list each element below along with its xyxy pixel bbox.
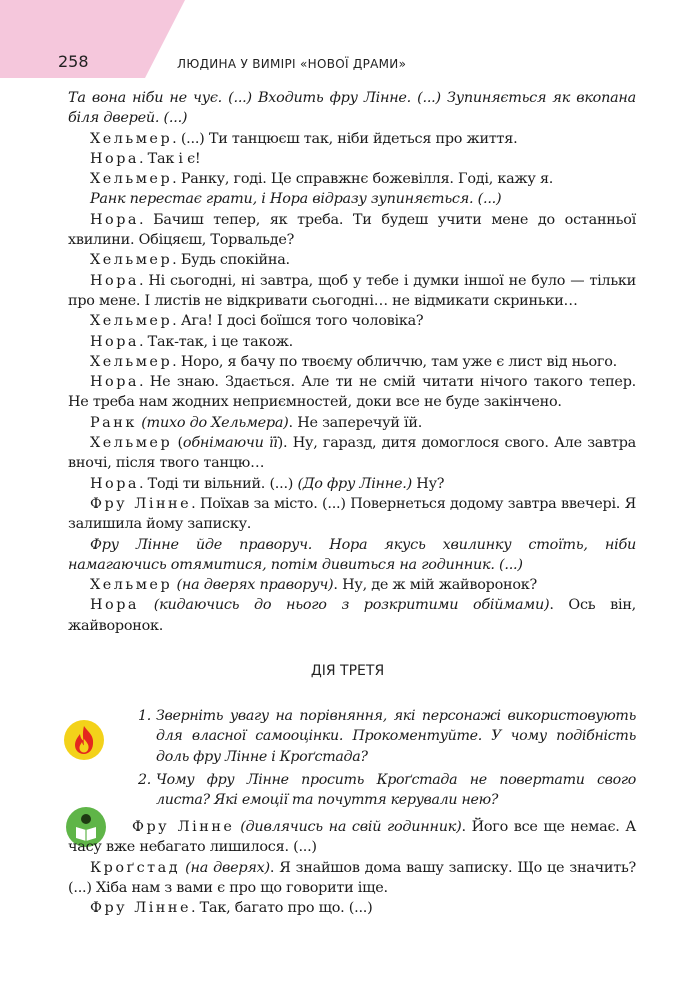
speaker-name: Фру Лінне — [90, 495, 192, 512]
paragraph — [68, 88, 636, 129]
page-number: 258 — [58, 52, 89, 71]
paragraph — [68, 210, 636, 251]
stage-direction: (на дверях праворуч) — [176, 577, 334, 594]
paragraph — [68, 817, 636, 858]
paragraph — [68, 271, 636, 312]
question-text: Зверніть увагу на порівняння, які персонажі використовують для власної самооцінки. Прокоментуйте. У чому подібність доль фру Лінне і Кроґстада? — [156, 708, 636, 765]
line-text: . Ні сьогодні, ні завтра, щоб у тебе і думки іншої не було — тільки про мене. І листів не відкривати сьогодні… не відмикати скриньки… — [68, 272, 636, 309]
paragraph — [68, 169, 636, 189]
act-title: ДІЯ ТРЕТЯ — [310, 663, 385, 679]
question-number: 2. — [138, 771, 151, 788]
paragraph — [68, 433, 636, 474]
speaker-name: Кроґстад — [90, 859, 181, 876]
speaker-name: Нора — [90, 333, 140, 350]
line-text: . Ось він, жайворонок. — [68, 597, 637, 634]
line-text: . Бачиш тепер, як треба. Ти будеш учити мене до останньої хвилини. Обіцяєш, Торвальде? — [68, 211, 636, 249]
speaker-name: Хельмер — [90, 313, 173, 330]
line-text: . Ранку, годі. Це справжнє божевілля. Годі, кажу я. — [172, 171, 554, 188]
speaker-name: Хельмер — [90, 353, 173, 370]
line-text: . Ага! І досі боїшся того чоловіка? — [172, 313, 424, 330]
stage-direction: (на дверях) — [185, 859, 270, 876]
line-text: . Норо, я бачу по твоєму обличчю, там уже є лист від нього. — [172, 353, 617, 370]
speaker-name: Хельмер — [90, 130, 173, 147]
line-text: . Його все ще немає. А часу вже небагато лишилося. (...) — [68, 819, 636, 856]
stage-direction: (дивлячись на свій годинник) — [240, 819, 462, 835]
stage-direction: Ранк перестає грати, і Нора відразу зупиняється. (...) — [90, 191, 502, 208]
stage-direction: (тихо до Хельмера) — [141, 414, 289, 431]
paragraph — [68, 352, 636, 372]
paragraph — [68, 575, 636, 595]
line-text: . Так-так, і це також. — [139, 333, 293, 350]
line-text — [139, 597, 154, 613]
speaker-name: Фру Лінне — [90, 900, 192, 917]
dialogue-text — [68, 88, 636, 636]
stage-direction: обнімаючи її — [182, 435, 278, 452]
stage-direction: (кидаючись до нього з розкритими обіймами) — [153, 597, 550, 614]
paragraph — [68, 595, 636, 636]
line-text: . Будь спокійна. — [172, 252, 290, 269]
line-text: . Так, багато про що. (...) — [191, 900, 373, 917]
paragraph — [68, 474, 636, 494]
dialogue-text-continued — [68, 817, 636, 918]
paragraph — [68, 149, 636, 169]
line-text: . Поїхав за місто. (...) Повернеться додому завтра ввечері. Я залишила йому записку. — [68, 495, 636, 533]
line-text: . Так і є! — [139, 150, 201, 167]
fire-icon — [64, 720, 104, 760]
stage-direction: (До фру Лінне.) — [297, 475, 412, 492]
paragraph — [68, 494, 636, 535]
speaker-name: Хельмер — [90, 171, 173, 188]
paragraph — [68, 898, 636, 918]
paragraph — [68, 372, 636, 413]
question-text: Чому фру Лінне просить Кроґстада не повертати свого листа? Які емоції та почуття керували нею? — [156, 771, 636, 809]
paragraph — [68, 250, 636, 270]
speaker-name: Ранк — [90, 414, 137, 431]
running-title: ЛЮДИНА У ВИМІРІ «НОВОЇ ДРАМИ» — [177, 57, 407, 71]
speaker-name: Нора — [90, 272, 140, 289]
line-text: . Тоді ти вільний. (...) — [139, 475, 298, 492]
line-text: . (...) Ти танцюєш так, ніби йдеться про життя. — [172, 130, 518, 147]
line-text: ( — [172, 435, 183, 452]
line-text: ). Ну, гаразд, дитя домоглося свого. Але завтра вночі, після твого танцю… — [68, 435, 636, 472]
stage-direction: Фру Лінне йде праворуч. Нора якусь хвилинку стоїть, ніби намагаючись отямитися, потім дивиться на годинник. (...) — [68, 536, 636, 573]
questions-list — [128, 706, 636, 813]
paragraph — [68, 189, 636, 209]
speaker-name: Хельмер — [90, 435, 173, 452]
speaker-name: Фру Лінне — [132, 819, 235, 835]
question-item — [128, 706, 636, 767]
paragraph — [68, 311, 636, 331]
paragraph — [68, 535, 636, 576]
header-tab — [0, 0, 185, 78]
question-item — [128, 770, 636, 811]
speaker-name: Нора — [90, 374, 140, 391]
line-text: . Я знайшов дома вашу записку. Що це значить? (...) Хіба нам з вами є про що говорити іще. — [68, 859, 637, 896]
line-text: Ну? — [411, 475, 445, 492]
speaker-name: Нора — [90, 211, 140, 228]
line-text: . Ну, де ж мій жайворонок? — [333, 577, 537, 594]
paragraph — [68, 332, 636, 352]
paragraph — [68, 129, 636, 149]
stage-direction: Та вона ніби не чує. (...) Входить фру Лінне. (...) Зупиняється як вкопана біля дверей. (...) — [68, 90, 636, 127]
paragraph — [68, 413, 636, 433]
speaker-name: Хельмер — [90, 252, 173, 269]
paragraph — [68, 858, 636, 899]
speaker-name: Нора — [90, 475, 140, 492]
line-text: . Не заперечуй їй. — [288, 414, 423, 431]
speaker-name: Нора — [90, 597, 140, 614]
speaker-name: Нора — [90, 150, 140, 167]
question-number: 1. — [138, 708, 151, 724]
speaker-name: Хельмер — [90, 577, 173, 594]
line-text: . Не знаю. Здається. Але ти не смій читати нічого такого тепер. Не треба нам жодних неприємностей, доки все не буде закінчено. — [68, 374, 636, 411]
